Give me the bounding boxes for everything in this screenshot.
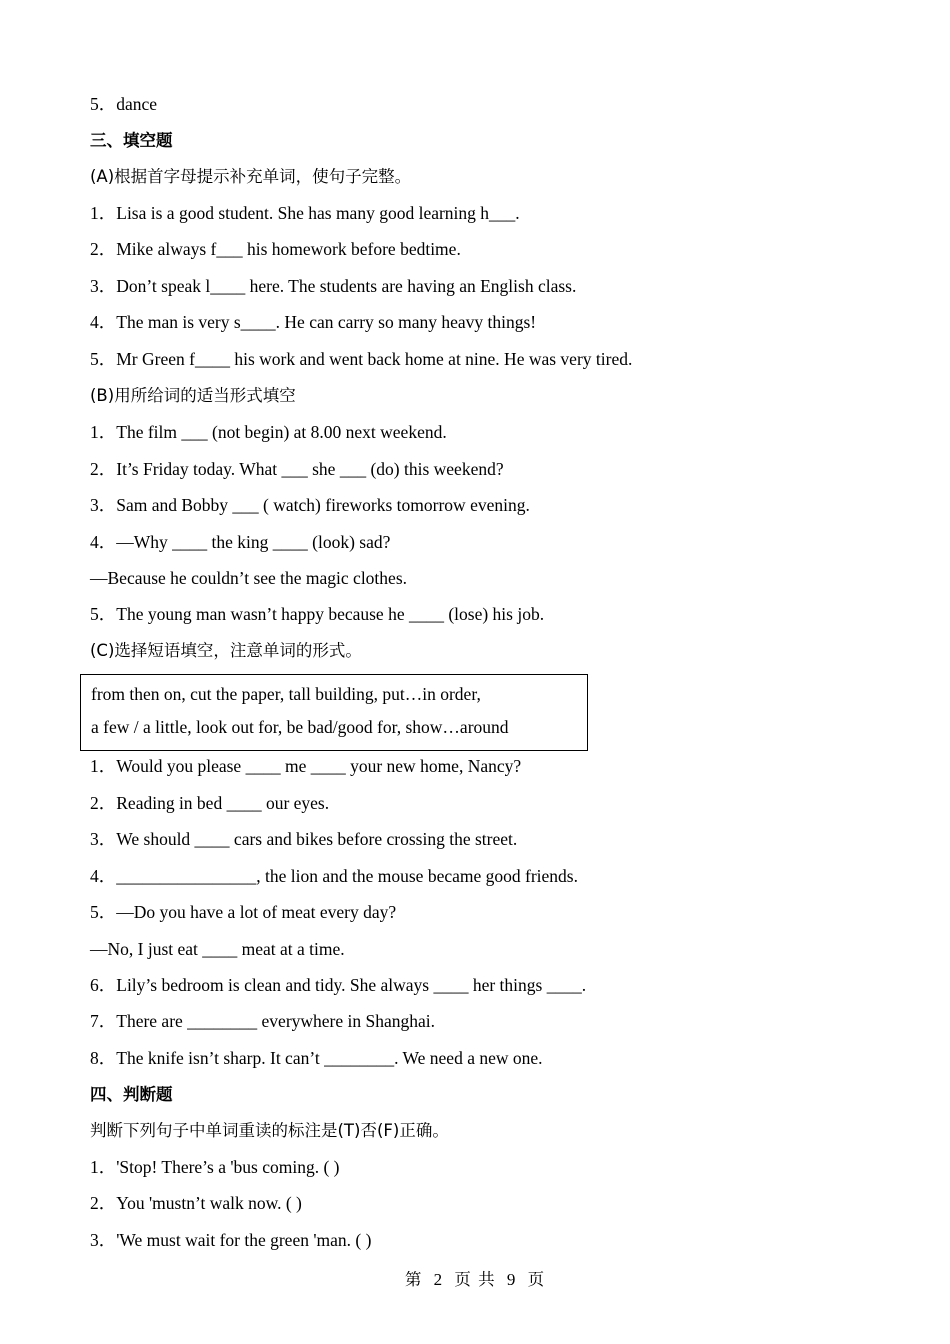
part-c-question-7: 7．There are ________ everywhere in Shanghai. xyxy=(90,1011,436,1031)
part-c-question-5-answer: —No, I just eat ____ meat at a time. xyxy=(90,939,345,959)
part-c-question-3: 3．We should ____ cars and bikes before crossing the street. xyxy=(90,829,518,849)
judgement-question-1: 1．'Stop! There’s a 'bus coming. ( ) xyxy=(90,1157,340,1177)
footer-current-page: 2 xyxy=(433,1270,444,1289)
phrase-box-row-1: from then on, cut the paper, tall building, put…in order, xyxy=(91,684,481,704)
part-c-question-2: 2．Reading in bed ____ our eyes. xyxy=(90,793,330,813)
part-b-question-1: 1．The film ___ (not begin) at 8.00 next weekend. xyxy=(90,422,447,442)
judgement-question-3: 3．'We must wait for the green 'man. ( ) xyxy=(90,1230,372,1250)
part-b-question-2: 2．It’s Friday today. What ___ she ___ (do) this weekend? xyxy=(90,459,504,479)
phrase-box xyxy=(80,674,588,751)
footer-middle: 页 共 xyxy=(454,1270,496,1289)
part-b-question-3: 3．Sam and Bobby ___ ( watch) fireworks tomorrow evening. xyxy=(90,495,530,515)
phrase-box-row-2: a few / a little, look out for, be bad/good for, show…around xyxy=(91,717,509,737)
part-c-question-4: 4．________________, the lion and the mouse became good friends. xyxy=(90,866,578,886)
part-c-question-8: 8．The knife isn’t sharp. It can’t ________. We need a new one. xyxy=(90,1048,543,1068)
section-heading-judgement: 四、判断题 xyxy=(90,1085,173,1104)
part-a-question-3: 3．Don’t speak l____ here. The students are having an English class. xyxy=(90,276,577,296)
part-c-instruction: (C)选择短语填空，注意单词的形式。 xyxy=(90,641,362,660)
part-a-question-5: 5．Mr Green f____ his work and went back home at nine. He was very tired. xyxy=(90,349,633,369)
part-b-instruction: (B)用所给词的适当形式填空 xyxy=(90,386,296,405)
judgement-instruction: 判断下列句子中单词重读的标注是(T)否(F)正确。 xyxy=(90,1121,449,1140)
part-c-question-6: 6．Lily’s bedroom is clean and tidy. She always ____ her things ____. xyxy=(90,975,587,995)
part-a-instruction: (A)根据首字母提示补充单词，使句子完整。 xyxy=(90,167,412,186)
part-a-question-4: 4．The man is very s____. He can carry so many heavy things! xyxy=(90,312,537,332)
judgement-question-2: 2．You 'mustn’t walk now. ( ) xyxy=(90,1193,302,1213)
footer-suffix: 页 xyxy=(527,1270,546,1289)
line-0: 5．dance xyxy=(90,94,158,114)
part-a-question-1: 1．Lisa is a good student. She has many good learning h___. xyxy=(90,203,520,223)
part-c-question-1: 1．Would you please ____ me ____ your new home, Nancy? xyxy=(90,756,522,776)
part-b-question-5: 5．The young man wasn’t happy because he ____ (lose) his job. xyxy=(90,604,545,624)
part-b-question-4: 4．—Why ____ the king ____ (look) sad? xyxy=(90,532,391,552)
part-a-question-2: 2．Mike always f___ his homework before bedtime. xyxy=(90,239,461,259)
part-b-question-4-answer: —Because he couldn’t see the magic clothes. xyxy=(90,568,407,588)
footer-total-pages: 9 xyxy=(506,1270,517,1289)
section-heading-fill-in: 三、填空题 xyxy=(90,131,173,150)
part-c-question-5: 5．—Do you have a lot of meat every day? xyxy=(90,902,397,922)
footer-prefix: 第 xyxy=(404,1270,423,1289)
page-footer xyxy=(0,1266,950,1290)
